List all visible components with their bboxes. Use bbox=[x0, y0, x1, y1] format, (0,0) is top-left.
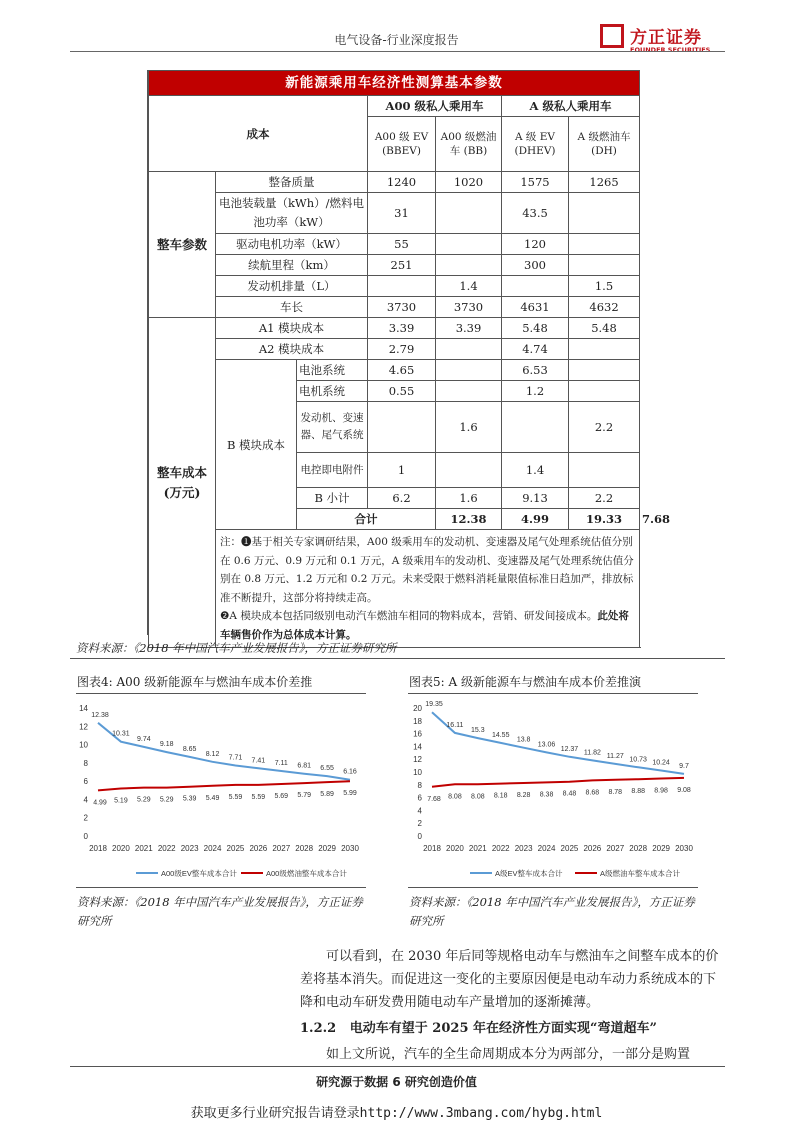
data-label: 5.59 bbox=[251, 793, 266, 801]
cell bbox=[569, 381, 640, 402]
chart-a bbox=[400, 696, 700, 884]
data-label: 8.12 bbox=[205, 750, 220, 758]
y-tick-label: 2 bbox=[417, 819, 422, 829]
cell bbox=[569, 453, 640, 488]
section-number: 1.2.2 bbox=[300, 1021, 337, 1036]
x-tick-label: 2023 bbox=[180, 844, 199, 853]
cost-header: 成本 bbox=[149, 96, 368, 172]
data-label: 8.18 bbox=[493, 792, 508, 800]
y-tick-label: 4 bbox=[83, 795, 88, 805]
header-divider bbox=[70, 51, 725, 52]
x-tick-label: 2025 bbox=[226, 844, 245, 853]
data-label: 9.08 bbox=[677, 786, 691, 794]
section-vehicle-cost: 整车成本 (万元) bbox=[149, 318, 216, 648]
data-label: 5.89 bbox=[320, 791, 334, 799]
chart-a00-x-axis bbox=[89, 844, 359, 853]
data-label: 6.81 bbox=[297, 762, 311, 770]
data-label: 13.8 bbox=[516, 736, 531, 744]
cell: 2.2 bbox=[569, 402, 640, 453]
row-label: A2 模块成本 bbox=[216, 339, 368, 360]
total-cell: 4.99 bbox=[502, 509, 569, 530]
data-label: 7.11 bbox=[274, 759, 288, 767]
series-line-0 bbox=[98, 723, 350, 780]
x-tick-label: 2027 bbox=[606, 844, 625, 853]
y-tick-label: 4 bbox=[417, 806, 422, 816]
data-label: 15.3 bbox=[471, 727, 485, 735]
cell: 1.6 bbox=[436, 402, 502, 453]
cell: 300 bbox=[502, 255, 569, 276]
y-tick-label: 12 bbox=[413, 755, 422, 765]
cell: 5.48 bbox=[502, 318, 569, 339]
total-label: 合计 bbox=[297, 509, 436, 530]
note-2: ❷A 模块成本包括同级别电动汽车燃油车相同的物料成本，营销、研发间接成本。 bbox=[220, 610, 598, 622]
cell: 1.4 bbox=[502, 453, 569, 488]
x-tick-label: 2025 bbox=[560, 844, 579, 853]
table-caption: 新能源乘用车经济性测算基本参数 bbox=[149, 71, 640, 96]
figure-5-title: 图表5: A 级新能源车与燃油车成本价差推演 bbox=[409, 675, 641, 689]
cell: 9.13 bbox=[502, 488, 569, 509]
row-label: 续航里程（km） bbox=[216, 255, 368, 276]
cell bbox=[436, 255, 502, 276]
group-a00-header: A00 级私人乘用车 bbox=[368, 96, 502, 117]
row-label: 发动机、变速器、尾气系统 bbox=[297, 402, 368, 453]
figure-4-bottom-line bbox=[76, 887, 366, 888]
legend-label: A级燃油车整车成本合计 bbox=[600, 869, 681, 878]
x-tick-label: 2028 bbox=[295, 844, 314, 853]
y-tick-label: 8 bbox=[83, 758, 88, 768]
data-label: 5.59 bbox=[228, 793, 243, 801]
cell: 1.4 bbox=[436, 276, 502, 297]
footer-divider bbox=[70, 1066, 725, 1067]
data-label: 13.06 bbox=[537, 741, 556, 749]
cell: 1.5 bbox=[569, 276, 640, 297]
data-label: 4.99 bbox=[93, 799, 107, 807]
figure-5-bottom-line bbox=[408, 887, 698, 888]
footer-slogan: 研究源于数据 6 研究创造价值 bbox=[316, 1075, 477, 1089]
paragraph-2: 如上文所说，汽车的全生命周期成本分为两部分，一部分是购置 bbox=[326, 1047, 691, 1062]
cell bbox=[436, 381, 502, 402]
y-tick-label: 16 bbox=[413, 729, 422, 739]
source-divider bbox=[70, 658, 725, 659]
x-tick-label: 2027 bbox=[272, 844, 291, 853]
data-label: 12.38 bbox=[91, 711, 109, 719]
company-logo bbox=[600, 24, 730, 58]
x-tick-label: 2030 bbox=[341, 844, 359, 853]
data-label: 5.99 bbox=[343, 790, 357, 798]
x-tick-label: 2022 bbox=[157, 844, 176, 853]
cell bbox=[436, 234, 502, 255]
b-module-label: B 模块成本 bbox=[216, 360, 297, 530]
cell: 1.6 bbox=[436, 488, 502, 509]
logo-chinese-name: 方正证券 bbox=[630, 28, 702, 48]
data-label: 8.38 bbox=[539, 791, 554, 799]
x-tick-label: 2021 bbox=[134, 844, 153, 853]
paragraph-1: 可以看到，在 2030 年后同等规格电动车与燃油车之间整车成本的价差将基本消失。而促进这一变化的主要原因便是电动车动力系统成本的下降和电动车研发费用随电动车产量增加的逐渐摊薄。 bbox=[300, 949, 719, 1010]
cell bbox=[436, 193, 502, 234]
chart-a00-series bbox=[98, 723, 350, 791]
data-label: 6.16 bbox=[343, 768, 357, 776]
chart-a-legend bbox=[470, 868, 681, 878]
main-source: 资料来源：《2018 年中国汽车产业发展报告》，方正证券研究所 bbox=[76, 641, 397, 655]
cell: 6.53 bbox=[502, 360, 569, 381]
data-label: 7.68 bbox=[427, 795, 441, 803]
cell: 4632 bbox=[569, 297, 640, 318]
cell: 1020 bbox=[436, 172, 502, 193]
chart-a00-legend bbox=[136, 868, 347, 878]
cell bbox=[502, 402, 569, 453]
x-tick-label: 2018 bbox=[89, 844, 107, 853]
legend-label: A00级EV整车成本合计 bbox=[161, 869, 237, 878]
data-label: 9.74 bbox=[137, 735, 151, 743]
x-tick-label: 2024 bbox=[537, 844, 556, 853]
x-tick-label: 2020 bbox=[112, 844, 130, 853]
y-tick-label: 0 bbox=[417, 832, 422, 841]
y-tick-label: 20 bbox=[413, 704, 422, 713]
row-label: 电机系统 bbox=[297, 381, 368, 402]
data-label: 8.78 bbox=[608, 788, 623, 796]
cell: 5.48 bbox=[569, 318, 640, 339]
x-tick-label: 2030 bbox=[675, 844, 693, 853]
series-line-1 bbox=[98, 781, 350, 790]
data-label: 9.18 bbox=[159, 741, 174, 749]
footer-link: 获取更多行业研究报告请登录http://www.3mbang.com/hybg.html bbox=[190, 1106, 603, 1121]
chart-a-data-labels bbox=[425, 701, 691, 803]
figure-4-source: 资料来源：《2018 年中国汽车产业发展报告》，方正证券研究所 bbox=[77, 895, 363, 928]
cell: 3730 bbox=[368, 297, 436, 318]
y-tick-label: 10 bbox=[79, 740, 88, 750]
data-label: 6.55 bbox=[320, 765, 334, 773]
cell: 31 bbox=[368, 193, 436, 234]
cell: 3.39 bbox=[368, 318, 436, 339]
note-1: 注：❶基于相关专家调研结果，A00 级乘用车的发动机、变速器及尾气处理系统估值分别在 0.6 万元、0.9 万元和 0.1 万元，A 级乘用车的发动机、变速器及尾气处理系统估值分别在 0.8 万元、1.2 万元和 0.2 万元。未来受限于燃料消耗量限值标准日趋加严，排放标准不断提升，这部分将持续走高。 bbox=[220, 536, 634, 604]
series-line-1 bbox=[432, 778, 684, 787]
legend-label: A级EV整车成本合计 bbox=[495, 869, 563, 878]
report-header-title: 电气设备-行业深度报告 bbox=[334, 33, 459, 47]
cell bbox=[569, 193, 640, 234]
figure-4-title-line bbox=[76, 693, 366, 694]
figure-5-title-line bbox=[408, 693, 698, 694]
cell: 1 bbox=[368, 453, 436, 488]
col-a-ice: A 级燃油车 (DH) bbox=[569, 117, 640, 172]
cell bbox=[502, 276, 569, 297]
cell bbox=[436, 360, 502, 381]
data-label: 5.29 bbox=[159, 796, 174, 804]
y-tick-label: 14 bbox=[413, 742, 422, 752]
col-a00-ev: A00 级 EV (BBEV) bbox=[368, 117, 436, 172]
data-label: 5.19 bbox=[114, 797, 128, 805]
y-tick-label: 0 bbox=[83, 832, 88, 841]
data-label: 11.27 bbox=[606, 752, 624, 760]
row-label: 驱动电机功率（kW） bbox=[216, 234, 368, 255]
data-label: 8.68 bbox=[585, 789, 600, 797]
series-line-0 bbox=[432, 712, 684, 774]
col-a00-ice: A00 级燃油车 (BB) bbox=[436, 117, 502, 172]
x-tick-label: 2018 bbox=[423, 844, 441, 853]
y-tick-label: 14 bbox=[79, 704, 88, 713]
data-label: 8.65 bbox=[182, 745, 197, 753]
logo-square-icon bbox=[600, 24, 624, 48]
row-label: 电控即电附件 bbox=[297, 453, 368, 488]
cell: 4.65 bbox=[368, 360, 436, 381]
chart-a-y-axis bbox=[413, 704, 422, 841]
data-label: 10.73 bbox=[629, 756, 647, 764]
x-tick-label: 2029 bbox=[318, 844, 336, 853]
row-label: 电池系统 bbox=[297, 360, 368, 381]
data-label: 5.69 bbox=[274, 792, 289, 800]
data-label: 8.98 bbox=[654, 787, 668, 795]
chart-a00-y-axis bbox=[79, 704, 88, 841]
cell: 2.79 bbox=[368, 339, 436, 360]
x-tick-label: 2024 bbox=[203, 844, 222, 853]
note-2-bold: 此处将车辆售价作为总体成本计算。 bbox=[220, 610, 629, 641]
col-a-ev: A 级 EV (DHEV) bbox=[502, 117, 569, 172]
chart-a00 bbox=[66, 696, 366, 884]
cell bbox=[436, 339, 502, 360]
chart-a00-data-labels bbox=[91, 712, 357, 807]
data-label: 8.08 bbox=[448, 793, 462, 801]
cell: 4631 bbox=[502, 297, 569, 318]
data-label: 5.39 bbox=[182, 795, 197, 803]
x-tick-label: 2026 bbox=[583, 844, 602, 853]
y-tick-label: 18 bbox=[413, 716, 422, 726]
row-label: 电池装载量（kWh）/燃料电池功率（kW） bbox=[216, 193, 368, 234]
cell: 3.39 bbox=[436, 318, 502, 339]
y-tick-label: 10 bbox=[413, 768, 422, 777]
cell bbox=[569, 234, 640, 255]
section-vehicle-params: 整车参数 bbox=[149, 172, 216, 318]
x-tick-label: 2028 bbox=[629, 844, 648, 853]
cell: 1240 bbox=[368, 172, 436, 193]
data-label: 11.82 bbox=[583, 749, 601, 757]
x-tick-label: 2023 bbox=[514, 844, 533, 853]
data-label: 10.31 bbox=[112, 730, 130, 738]
row-label: 发动机排量（L） bbox=[216, 276, 368, 297]
row-label: A1 模块成本 bbox=[216, 318, 368, 339]
y-tick-label: 6 bbox=[417, 793, 422, 803]
y-tick-label: 8 bbox=[417, 780, 422, 790]
data-label: 16.11 bbox=[446, 721, 464, 729]
data-label: 8.08 bbox=[471, 793, 485, 801]
cell: 2.2 bbox=[569, 488, 640, 509]
cell: 6.2 bbox=[368, 488, 436, 509]
group-a-header: A 级私人乘用车 bbox=[502, 96, 640, 117]
cell bbox=[368, 276, 436, 297]
chart-a-x-axis bbox=[423, 844, 693, 853]
section-title: 电动车有望于 2025 年在经济性方面实现“弯道超车” bbox=[349, 1021, 657, 1036]
y-tick-label: 12 bbox=[79, 722, 88, 732]
data-label: 9.7 bbox=[679, 762, 689, 770]
data-label: 8.88 bbox=[631, 788, 645, 796]
y-tick-label: 2 bbox=[83, 813, 88, 823]
cell: 0.55 bbox=[368, 381, 436, 402]
figure-5-source: 资料来源：《2018 年中国汽车产业发展报告》，方正证券研究所 bbox=[409, 895, 695, 928]
y-tick-label: 6 bbox=[83, 777, 88, 787]
data-label: 12.37 bbox=[560, 745, 579, 753]
cell bbox=[569, 360, 640, 381]
cell bbox=[569, 339, 640, 360]
data-label: 5.29 bbox=[137, 796, 151, 804]
cell: 1.2 bbox=[502, 381, 569, 402]
data-label: 8.28 bbox=[516, 792, 531, 800]
cell: 1265 bbox=[569, 172, 640, 193]
data-label: 10.24 bbox=[652, 759, 670, 767]
row-label: 整备质量 bbox=[216, 172, 368, 193]
table-note bbox=[216, 530, 640, 648]
total-cell: 12.38 bbox=[436, 509, 502, 530]
x-tick-label: 2020 bbox=[446, 844, 464, 853]
cell: 120 bbox=[502, 234, 569, 255]
data-label: 8.48 bbox=[562, 790, 577, 798]
cell bbox=[436, 453, 502, 488]
cell: 3730 bbox=[436, 297, 502, 318]
x-tick-label: 2026 bbox=[249, 844, 268, 853]
cell: 55 bbox=[368, 234, 436, 255]
logo-english-name: FOUNDER SECURITIES bbox=[630, 46, 711, 54]
data-label: 5.49 bbox=[205, 794, 220, 802]
data-label: 5.79 bbox=[297, 792, 311, 800]
parameters-table: 新能源乘用车经济性测算基本参数 成本 A00 级私人乘用车 A 级私人乘用车 A00 级 EV (BBEV) A00 级燃油车 (BB) A 级 EV (DHEV) A 级燃油车 (DH) 整车参数 整备质量 1240 1020 1575 1265 电池装载量（kWh）/燃料电池功率（kW） 31 43.5 驱动电机功率（kW） 55 120 续航里程（km） 251 300 发动机排量（L） 1.4 1.5 车长 3730 3730 4631 4632 整车成本 (万元) A1 模块成本 3.39 3.39 5.48 5.48 A2 模块成本 2.79 4.74 B 模块成本 电池系统 4.65 6.53 电机系统 0.55 1.2 发动机、变速器、尾气系统 1.6 2.2 电控即电附件 1 1.4 B 小计 6.2 1.6 9.13 2.2 合计 12.38 4.99 19.33 7.68 注：❶基于相关专家调研结果，A00 级乘用车的发动机、变速器及尾气处理系统估值分别在 0.6 万元、0.9 万元和 0.1 万元，A 级乘用车的发动机、变速器及尾气处理系统估值分别在 0.8 万元、1.2 万元和 0.2 万元。未来受限于燃料消耗量限值标准日趋加严，排放标准不断提升，这部分将持续走高。 ❷A 模块成本包括同级别电动汽车燃油车相同的物料成本，营销、研发间接成本。此处将车辆售价作为总体成本计算。 bbox=[148, 70, 640, 648]
cell bbox=[368, 402, 436, 453]
data-label: 7.71 bbox=[228, 754, 243, 762]
cell bbox=[569, 255, 640, 276]
figure-4-title: 图表4: A00 级新能源车与燃油车成本价差推 bbox=[77, 675, 313, 689]
cell: 251 bbox=[368, 255, 436, 276]
data-label: 7.41 bbox=[251, 757, 266, 765]
row-label: 车长 bbox=[216, 297, 368, 318]
x-tick-label: 2021 bbox=[468, 844, 487, 853]
row-label: B 小计 bbox=[297, 488, 368, 509]
chart-a-series bbox=[432, 712, 684, 787]
x-tick-label: 2022 bbox=[491, 844, 510, 853]
data-label: 19.35 bbox=[425, 701, 443, 709]
cell: 1575 bbox=[502, 172, 569, 193]
cell: 4.74 bbox=[502, 339, 569, 360]
data-label: 14.55 bbox=[491, 731, 510, 739]
cell: 43.5 bbox=[502, 193, 569, 234]
section-heading bbox=[300, 1017, 657, 1036]
total-cell: 19.33 bbox=[569, 509, 640, 530]
x-tick-label: 2029 bbox=[652, 844, 670, 853]
legend-label: A00级燃油整车成本合计 bbox=[266, 869, 347, 878]
